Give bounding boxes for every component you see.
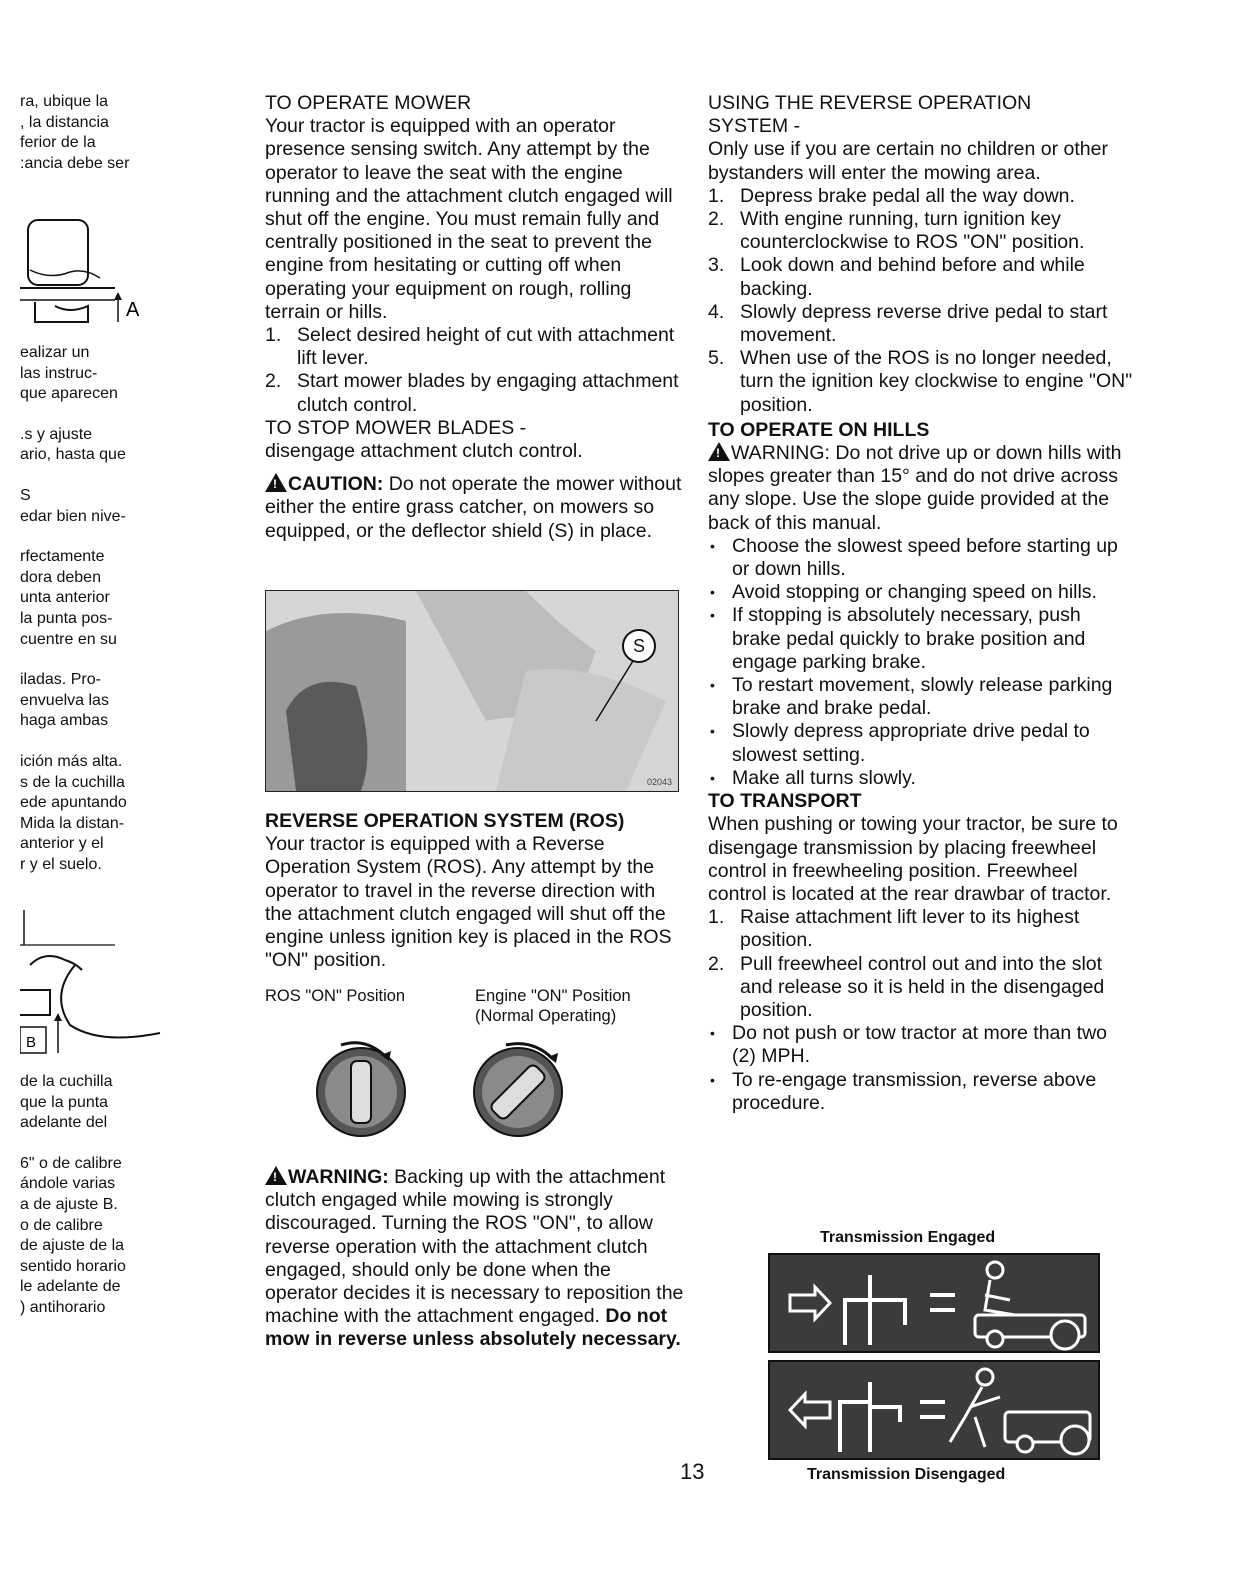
ros-warning: !WARNING: Backing up with the attachment clutch engaged while mowing is strongly discouraged. Turning the ROS "ON", to allow reverse operation with the attachment clutch engaged, should only be done when the operator decides it is necessary to reposition the machine with the attachment engaged. Do not mow in reverse unless absolutely necessary. [265,1166,685,1352]
figure-b-label: B [26,1034,37,1051]
caution-paragraph: !CAUTION: Do not operate the mower without either the entire grass catcher, on mowers so equipped, or the deflector shield (S) in place. [265,473,685,543]
transport-intro: When pushing or towing your tractor, be sure to disengage transmission by placing freewheel control in freewheeling position. Freewheel control is located at the rear drawbar of tractor. [708,813,1118,905]
hills-warning-label: WARNING: [731,442,830,465]
hills-bullet-3: • If stopping is absolutely necessary, push brake pedal quickly to brake position and engage parking brake. [708,604,1133,674]
ros-step-2: 2. With engine running, turn ignition key counterclockwise to ROS "ON" position. [708,208,1085,254]
transport-bullet-2: • To re-engage transmission, reverse above procedure. [708,1069,1133,1115]
operate-mower-title: TO OPERATE MOWER [265,92,472,114]
left-column-spanish-2: ealizar un las instruc- que aparecen .s y ajuste ario, hasta que S edar bien nive- rfectamente dora deben unta anterior la punta pos- cuentre en su iladas. Pro- envuelva las haga ambas ición más alta. s de la cuchilla ede apuntando Mida la distan- anterior y el r y el suelo. [20,344,127,873]
ros-section [265,810,685,972]
photo-code: 02043 [646,777,672,787]
ros-step-5: 5. When use of the ROS is no longer needed, turn the ignition key clockwise to engine "ON" position. [708,347,1133,416]
caption-engine-on: Engine "ON" Position (Normal Operating) [475,987,631,1025]
transmission-engaged-label: Transmission Engaged [820,1229,996,1246]
transport-step-2: 2. Pull freewheel control out and into the slot and release so it is held in the disengaged position. [708,952,1105,1021]
ros-text: Your tractor is equipped with a Reverse Operation System (ROS). Any attempt by the operator to travel in the reverse direction with the attachment clutch engaged will shut off the engine unless ignition key is placed in the ROS "ON" position. [265,833,672,972]
page-number: 13 [680,1459,705,1484]
caption-ros-on: ROS "ON" Position [265,987,406,1005]
ros-warning-label: WARNING: [288,1166,389,1188]
using-ros-title-1: USING THE REVERSE OPERATION [708,92,1032,114]
ignition-switch-ros-icon [311,1037,411,1137]
transport-bullet-1: • Do not push or tow tractor at more than two (2) MPH. [708,1022,1133,1068]
operate-step-2: 2. Start mower blades by engaging attachment clutch control. [265,370,679,416]
ignition-switch-engine-icon [468,1037,568,1137]
ros-step-1: 1. Depress brake pedal all the way down. [708,184,1075,207]
ros-title: REVERSE OPERATION SYSTEM (ROS) [265,810,625,832]
figure-a-label: A [126,299,140,321]
stop-blades-title: TO STOP MOWER BLADES - [265,416,527,439]
deflector-shield-marker: S [622,629,656,663]
hills-title: TO OPERATE ON HILLS [708,418,930,441]
warning-triangle-icon [265,473,287,492]
hills-bullet-4: • To restart movement, slowly release parking brake and brake pedal. [708,674,1133,720]
deflector-shield-photo [265,590,679,792]
right-column: USING THE REVERSE OPERATION SYSTEM - Only use if you are certain no children or other bystanders will enter the mowing area. 1. Depress brake pedal all the way down. 2. With engine running, turn ignition key counterclockwise to ROS "ON" position. 3. Look down and behind before and while backing. 4. Slowly depress reverse drive pedal to start movement. 5. When use of the ROS is no longer needed, turn the ignition key clockwise to engine "ON" position. TO OPERATE ON HILLS !WARNING: Do not drive up or down hills with slopes greater than 15° and do not drive across any slope. Use the slope guide provided at the back of this manual. • Choose the slowest speed before starting up or down hills. • Avoid stopping or changing speed on hills. • If stopping is absolutely necessary, push brake pedal quickly to brake position and engage parking brake. • To restart movement, slowly release parking brake and brake pedal. • Slowly depress appropriate drive pedal to slowest setting. • Make all turns slowly. TO TRANSPORT When pushing or towing your tractor, be sure to disengage transmission by placing freewheel control in freewheeling position. Freewheel control is located at the rear drawbar of tractor. 1. Raise attachment lift lever to its highest position. 2. Pull freewheel control out and into the slot and release so it is held in the disengaged position. • Do not push or tow tractor at more than two (2) MPH. • To re-engage transmission, reverse above procedure. [708,92,1133,1115]
hills-bullet-1: • Choose the slowest speed before starting up or down hills. [708,535,1133,581]
middle-column [265,92,685,543]
stop-blades-text: disengage attachment clutch control. [265,440,583,463]
warning-triangle-icon [708,442,730,461]
ros-warning-bold: Do not mow in reverse unless absolutely necessary. [265,1305,681,1351]
transport-title: TO TRANSPORT [708,790,862,813]
blade-measure-figure-b [20,905,170,1060]
left-column-spanish-3: de la cuchilla que la punta adelante del 6" o de calibre ándole varias a de ajuste B. o de calibre de ajuste de la sentido horario le adelante de ) antihorario [20,1073,126,1316]
transmission-disengaged-diagram [768,1360,1100,1460]
transport-step-1: 1. Raise attachment lift lever to its highest position. [708,906,1080,952]
transmission-disengaged-label: Transmission Disengaged [807,1466,1006,1483]
mower-deck-illustration [266,591,678,791]
left-column-spanish [20,92,200,174]
left-block-1: ra, ubique la , la distancia ferior de la :ancia debe ser [20,93,130,172]
operate-mower-intro: Your tractor is equipped with an operator presence sensing switch. Any attempt by the operator to leave the seat with the engine running and the attachment clutch engaged will shut off the engine. You must remain fully and centrally positioned in the seat to prevent the engine from hesitating or cutting off when operating your equipment on rough, rolling terrain or hills. [265,115,673,323]
hills-bullet-2: • Avoid stopping or changing speed on hills. [708,581,1133,604]
warning-triangle-icon [265,1166,287,1185]
hills-bullet-6: • Make all turns slowly. [708,767,1133,790]
ros-step-4: 4. Slowly depress reverse drive pedal to start movement. [708,300,1108,347]
caution-label: CAUTION: [288,473,384,496]
ros-step-3: 3. Look down and behind before and while backing. [708,254,1085,300]
using-ros-intro: Only use if you are certain no children or other bystanders will enter the mowing area. [708,138,1108,184]
blade-measure-figure-a [20,210,150,330]
transmission-engaged-diagram [768,1253,1100,1353]
hills-bullet-5: • Slowly depress appropriate drive pedal to slowest setting. [708,720,1133,766]
operate-step-1: 1. Select desired height of cut with attachment lift lever. [265,324,675,370]
using-ros-title-2: SYSTEM - [708,115,801,138]
